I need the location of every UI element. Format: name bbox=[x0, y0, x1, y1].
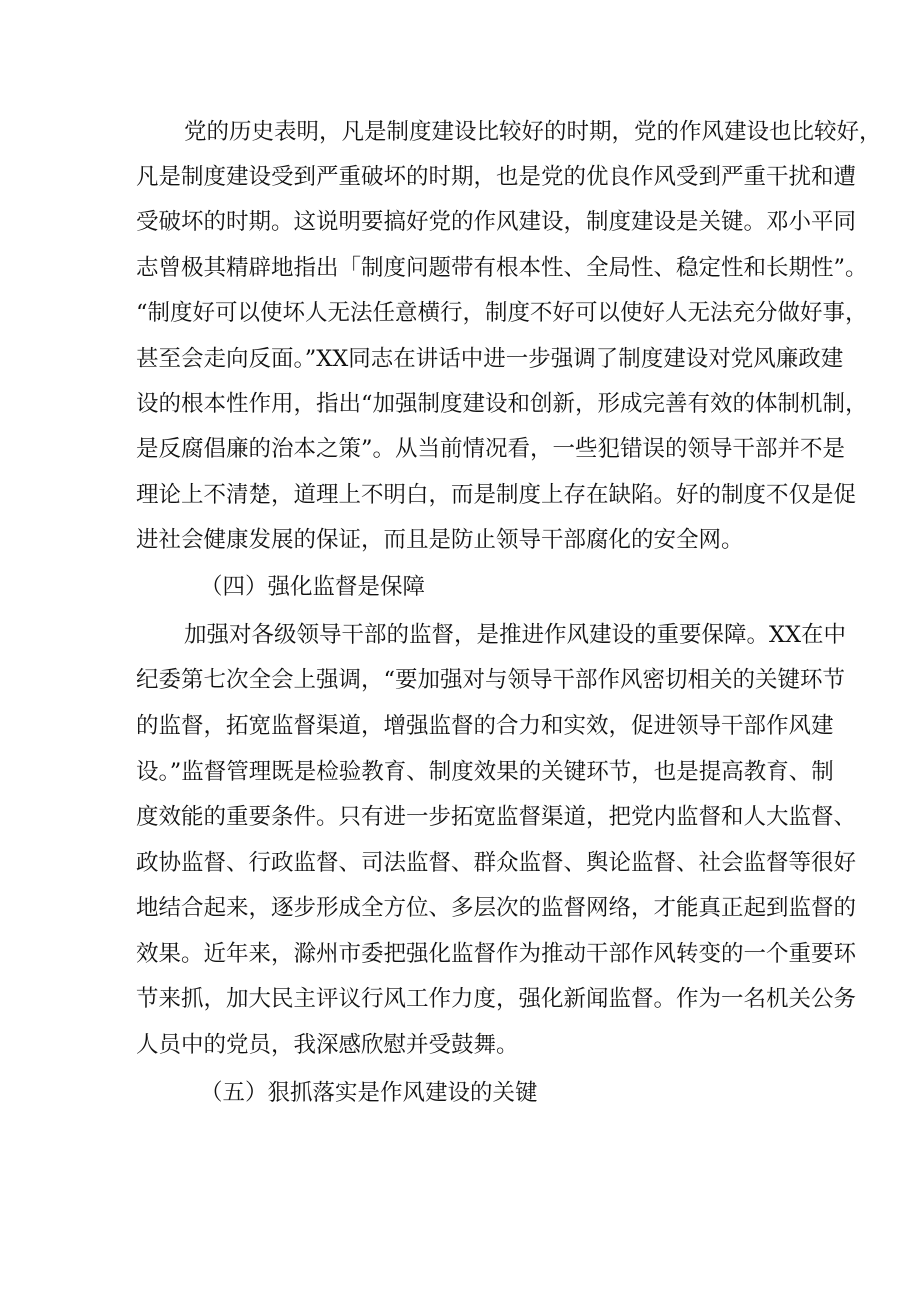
paragraph-1-line-2: 凡是制度建设受到严重破坏的时期，也是党的优良作风受到严重干扰和遭 bbox=[136, 164, 857, 190]
paragraph-1-line-5: “制度好可以使坏人无法任意横行，制度不好可以使好人无法充分做好事， bbox=[136, 300, 868, 326]
paragraph-2-line-3: 的监督，拓宽监督渠道，增强监督的合力和实效，促进领导干部作风建 bbox=[136, 713, 834, 739]
paragraph-2-line-4: 设。”监督管理既是检验教育、制度效果的关键环节，也是提高教育、制 bbox=[136, 759, 834, 785]
paragraph-2-line-9: 节来抓，加大民主评议行风工作力度，强化新闻监督。作为一名机关公务 bbox=[136, 986, 857, 1012]
paragraph-1-line-4: 志曾极其精辟地指出「制度问题带有根本性、全局性、稳定性和长期性”。 bbox=[136, 255, 868, 281]
paragraph-1-line-10: 进社会健康发展的保证，而且是防止领导干部腐化的安全网。 bbox=[136, 527, 744, 553]
paragraph-1-line-9: 理论上不清楚，道理上不明白，而是制度上存在缺陷。好的制度不仅是促 bbox=[136, 482, 857, 508]
paragraph-2-line-2: 纪委第七次全会上强调，“要加强对与领导干部作风密切相关的关键环节 bbox=[136, 667, 846, 693]
paragraph-2-line-10: 人员中的党员，我深感欣慰并受鼓舞。 bbox=[136, 1032, 519, 1058]
paragraph-1-line-8: 是反腐倡廉的治本之策”。从当前情况看，一些犯错误的领导干部并不是 bbox=[136, 436, 846, 462]
paragraph-2-line-7: 地结合起来，逐步形成全方位、多层次的监督网络，才能真正起到监督的 bbox=[136, 895, 857, 921]
paragraph-1-line-3: 受破坏的时期。这说明要搞好党的作风建设，制度建设是关键。邓小平同 bbox=[136, 209, 857, 235]
paragraph-1-line-7: 设的根本性作用，指出“加强制度建设和创新，形成完善有效的体制机制， bbox=[136, 391, 868, 417]
paragraph-2-line-6: 政协监督、行政监督、司法监督、群众监督、舆论监督、社会监督等很好 bbox=[136, 850, 857, 876]
paragraph-2-line-8: 效果。近年来，滁州市委把强化监督作为推动干部作风转变的一个重要环 bbox=[136, 941, 857, 967]
paragraph-1-line-1: 党的历史表明，凡是制度建设比较好的时期，党的作风建设也比较好， bbox=[184, 119, 882, 145]
section-heading-4: （四）强化监督是保障 bbox=[200, 574, 426, 600]
paragraph-1-line-6: 甚至会走向反面。”XX同志在讲话中进一步强调了制度建设对党风廉政建 bbox=[136, 346, 844, 372]
paragraph-2-line-1: 加强对各级领导干部的监督，是推进作风建设的重要保障。XX在中 bbox=[184, 622, 847, 648]
paragraph-2-line-5: 度效能的重要条件。只有进一步拓宽监督渠道，把党内监督和人大监督、 bbox=[136, 804, 857, 830]
section-heading-5: （五）狠抓落实是作风建设的关键 bbox=[200, 1080, 538, 1106]
